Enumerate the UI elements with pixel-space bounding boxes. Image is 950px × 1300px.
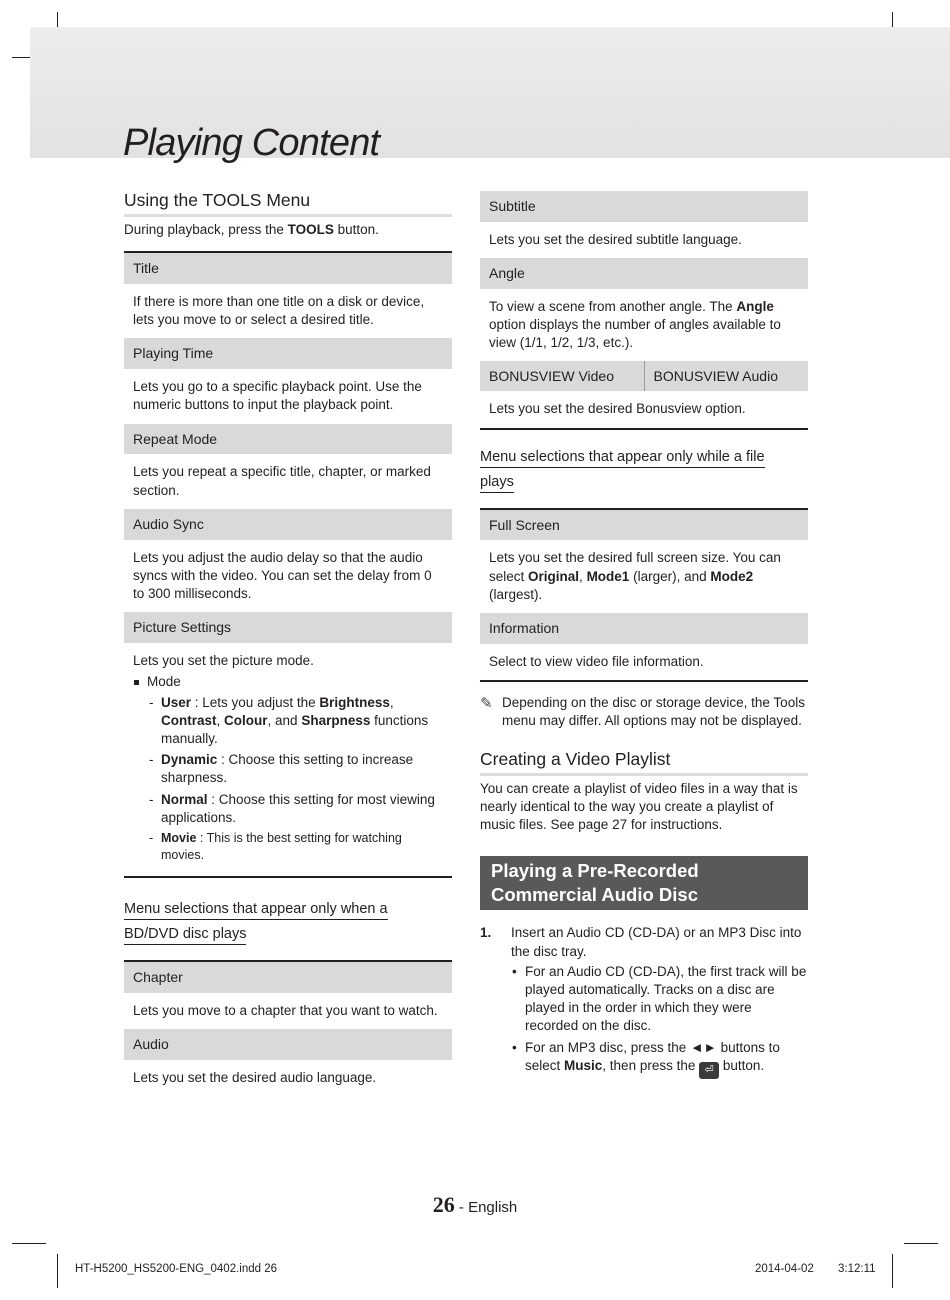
step-text: Insert an Audio CD (CD-DA) or an MP3 Disc into the disc tray. <box>511 925 802 959</box>
option-information-label: Information <box>480 613 808 644</box>
option-playing-time-label: Playing Time <box>124 338 452 369</box>
audio-disc-steps <box>480 924 808 1079</box>
step-bullets <box>511 963 808 1079</box>
step-item <box>480 924 808 1079</box>
crop-mark <box>12 1243 46 1244</box>
option-full-screen-desc: Lets you set the desired full screen size. You can select Original, Mode1 (larger), and Mode2 (largest). <box>489 550 781 602</box>
crop-mark <box>892 1254 893 1288</box>
mode-user: - User : Lets you adjust the Brightness, Contrast, Colour, and Sharpness functions manually. <box>147 694 443 749</box>
option-bonusview-video-label: BONUSVIEW Video <box>489 368 615 385</box>
mode-label: Mode <box>147 674 181 690</box>
mode-normal: - Normal : Choose this setting for most viewing applications. <box>147 791 443 827</box>
footer-file-name: HT-H5200_HS5200-ENG_0402.indd 26 <box>75 1263 278 1275</box>
option-information-desc: Select to view video file information. <box>489 653 704 669</box>
footer-time: 3:12:11 <box>838 1263 876 1275</box>
footer-date: 2014-04-02 <box>755 1263 814 1275</box>
option-subtitle-desc: Lets you set the desired subtitle language. <box>489 231 742 247</box>
audio-disc-banner: Playing a Pre-Recorded Commercial Audio Disc <box>480 856 808 910</box>
option-picture-settings-desc <box>124 643 452 876</box>
option-chapter-label: Chapter <box>124 962 452 993</box>
tools-intro: During playback, press the TOOLS button. <box>124 222 379 237</box>
option-title-desc: If there is more than one title on a disk or device, lets you move to or select a desired title. <box>133 294 425 328</box>
mode-list <box>133 673 443 864</box>
option-bonusview-audio-label: BONUSVIEW Audio <box>644 361 809 391</box>
option-audio-sync-desc: Lets you adjust the audio delay so that the audio syncs with the video. You can set the delay from 0 to 300 milliseconds. <box>133 549 432 602</box>
option-angle-label: Angle <box>480 258 808 289</box>
file-menu-heading: Menu selections that appear only while a file plays <box>480 444 808 494</box>
option-audio-desc: Lets you set the desired audio language. <box>133 1069 377 1085</box>
file-options-table <box>480 508 808 682</box>
playlist-heading: Creating a Video Playlist <box>480 749 808 776</box>
disc-menu-heading: Menu selections that appear only when a BD/DVD disc plays <box>124 896 452 946</box>
option-angle-desc: To view a scene from another angle. The Angle option displays the number of angles available to view (1/1, 1/2, 1/3, etc.). <box>489 298 781 351</box>
step-number: 1. <box>480 925 492 941</box>
mode-item <box>133 673 443 864</box>
mode-dynamic: - Dynamic : Choose this setting to increase sharpness. <box>147 751 443 787</box>
bullet-item: • For an Audio CD (CD-DA), the first track will be played automatically. Tracks on a disc are played in the order in which they were recorded on the disc. <box>511 963 808 1036</box>
option-bonusview-desc: Lets you set the desired Bonusview option. <box>489 401 746 417</box>
playlist-desc: You can create a playlist of video files in a way that is nearly identical to the way you create a playlist of music files. See page 27 for instructions. <box>480 780 798 833</box>
option-repeat-mode-label: Repeat Mode <box>124 424 452 455</box>
left-column <box>124 190 452 1096</box>
option-chapter-desc: Lets you move to a chapter that you want to watch. <box>133 1002 438 1018</box>
right-column <box>480 190 808 1082</box>
option-audio-sync-label: Audio Sync <box>124 509 452 540</box>
left-right-arrows-icon: ◄► <box>690 1039 717 1055</box>
tools-options-table <box>124 251 452 878</box>
tools-heading: Using the TOOLS Menu <box>124 190 452 217</box>
option-full-screen-label: Full Screen <box>480 510 808 541</box>
tools-options-table-continued <box>480 191 808 430</box>
option-audio-label: Audio <box>124 1029 452 1060</box>
crop-mark <box>57 1254 58 1288</box>
crop-mark <box>904 1243 938 1244</box>
option-picture-settings-label: Picture Settings <box>124 612 452 643</box>
picture-settings-text: Lets you set the picture mode. <box>133 653 314 669</box>
mode-options <box>147 694 443 864</box>
pencil-icon: ✎ <box>480 695 493 713</box>
option-playing-time-desc: Lets you go to a specific playback point. Use the numeric buttons to input the playback point. <box>133 379 422 413</box>
bullet-item: • For an MP3 disc, press the ◄► buttons to select Music, then press the ⏎ button. <box>511 1039 808 1079</box>
disc-options-table <box>124 960 452 1096</box>
note-text: Depending on the disc or storage device, the Tools menu may differ. All options may not be displayed. <box>502 695 805 729</box>
page-title: Playing Content <box>123 122 380 164</box>
option-repeat-mode-desc: Lets you repeat a specific title, chapter, or marked section. <box>133 464 431 498</box>
option-subtitle-label: Subtitle <box>480 191 808 222</box>
page-number: 26 - English <box>432 1192 518 1217</box>
option-bonusview-labels <box>480 361 808 391</box>
mode-movie: - Movie : This is the best setting for watching movies. <box>147 830 443 864</box>
option-title-label: Title <box>124 253 452 284</box>
enter-button-icon: ⏎ <box>699 1062 719 1079</box>
note <box>480 694 808 730</box>
